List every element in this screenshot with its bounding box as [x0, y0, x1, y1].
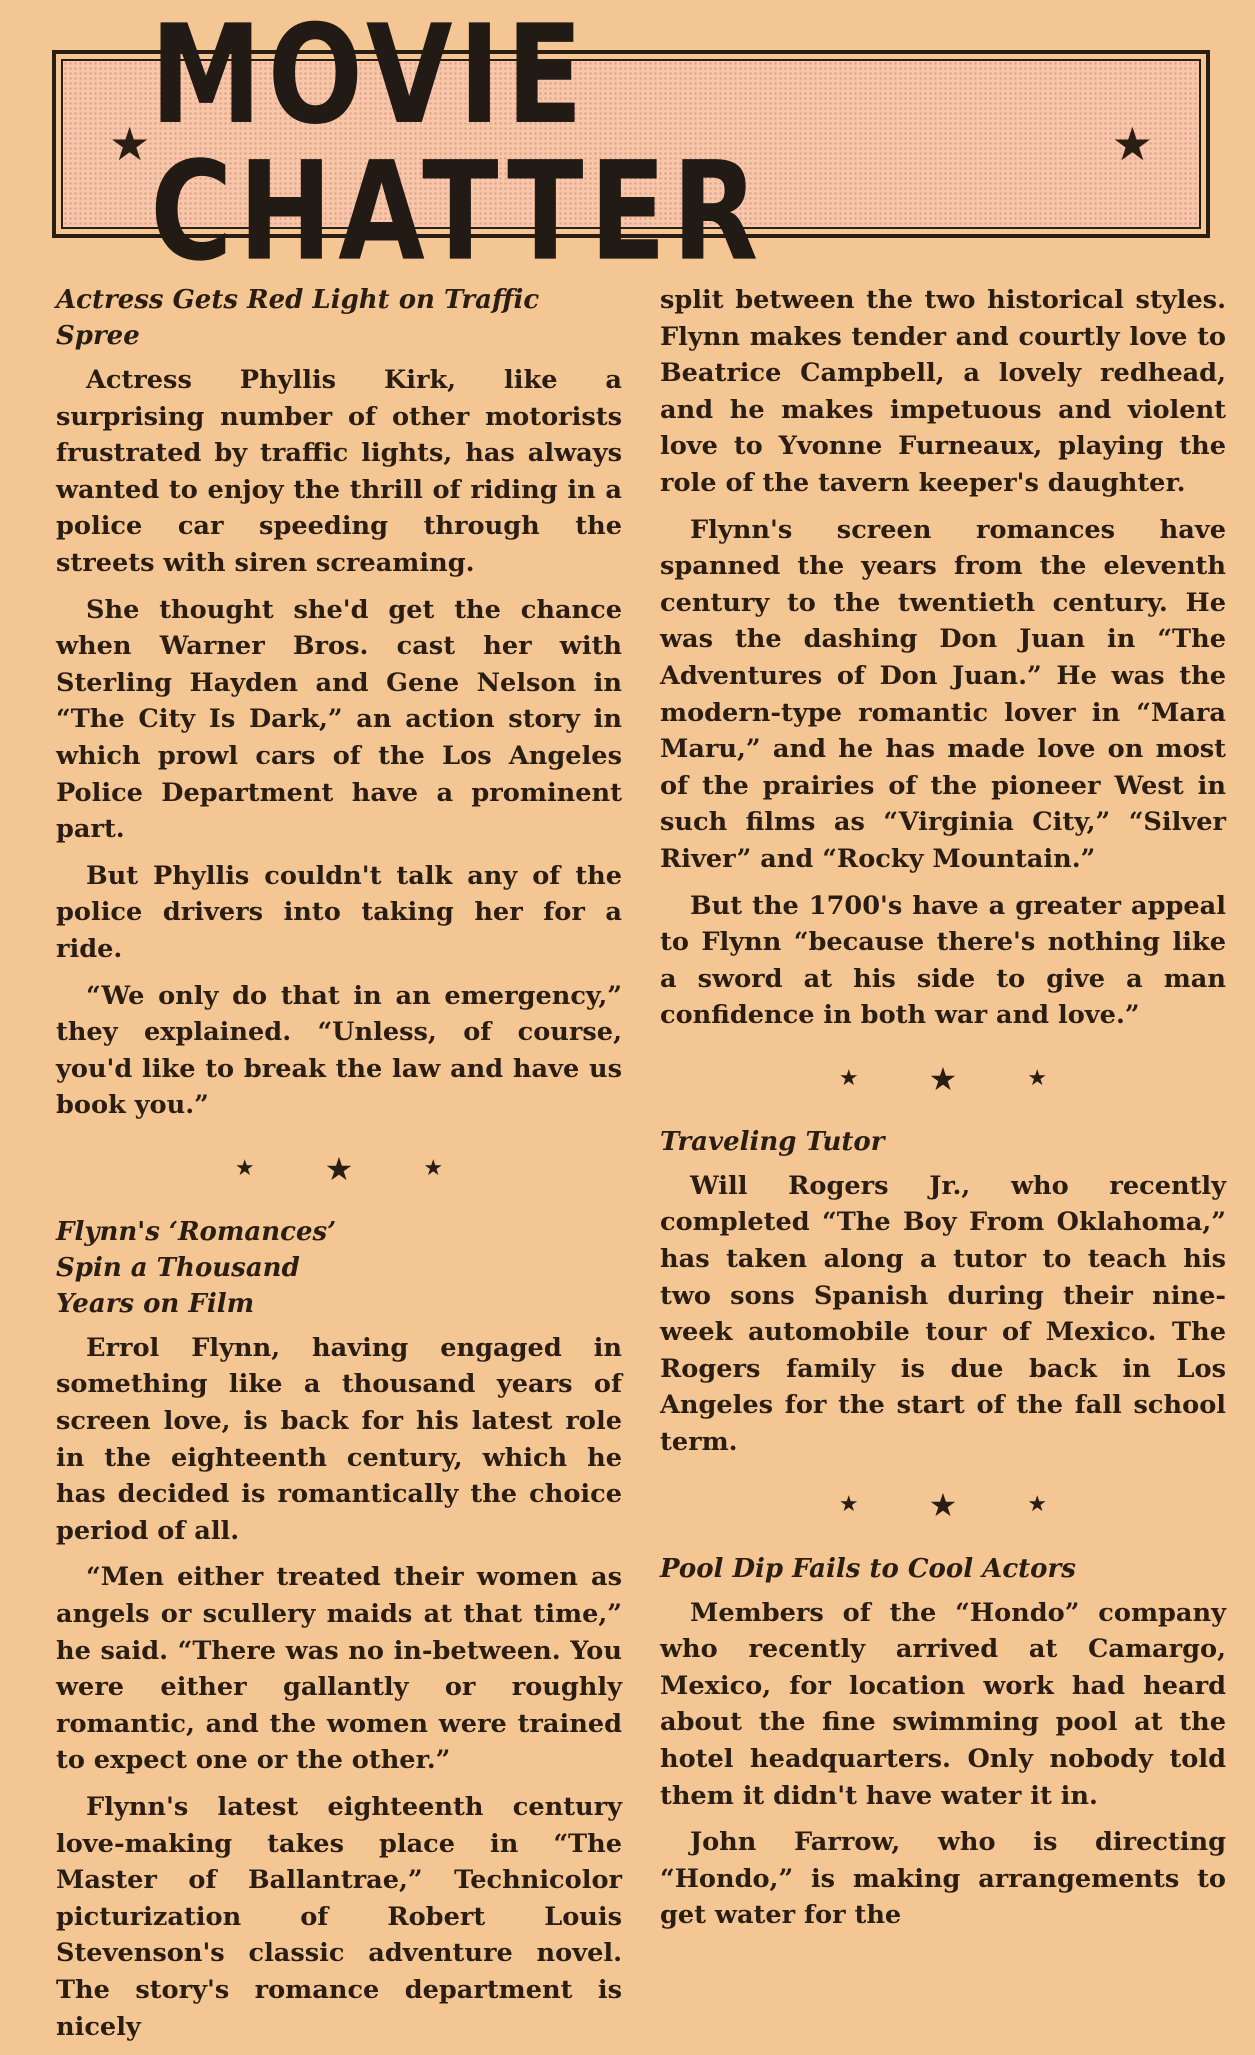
- article-headline: Actress Gets Red Light on Traffic Spree: [56, 285, 540, 351]
- article-paragraph: “We only do that in an emergency,” they explained. “Unless, of course, you'd like to break the law and have us book you.”: [56, 980, 622, 1121]
- star-icon: ★: [1027, 1065, 1048, 1091]
- article-paragraph: Actress Phyllis Kirk, like a surprising number of other motorists frustrated by traffic lights, has always wanted to enjoy the thrill of riding in a police car speeding through the streets with siren screaming.: [56, 365, 622, 578]
- star-divider: [660, 1471, 1226, 1541]
- star-icon: ★: [838, 1065, 859, 1091]
- star-icon: ★: [838, 1492, 859, 1518]
- article-paragraph: John Farrow, who is directing “Hondo,” is making arrangements to get water for the: [660, 1827, 1226, 1931]
- article-paragraph: “Men either treated their women as angels or scullery maids at that time,” he said. “There was no in-between. You were either gallantly or roughly romantic, and the women were trained to expect one or the other.”: [56, 1562, 622, 1776]
- page-title: MOVIE CHATTER: [150, 0, 765, 292]
- star-icon: ★: [234, 1155, 255, 1181]
- article-paragraph: Flynn's latest eighteenth century love-making takes place in “The Master of Ballantrae,” Technicolor picturization of Robert Louis Stevenson's classic adventure novel. The story's romance department is nicely: [56, 1792, 622, 2042]
- article-paragraph: Errol Flynn, having engaged in something like a thousand years of screen love, is back for his latest role in the eighteenth century, which he has decided is romantically the choice period of all.: [56, 1332, 622, 1546]
- star-icon: ★: [1027, 1492, 1048, 1518]
- left-column: [56, 282, 622, 2055]
- article-headline: Flynn's ‘Romances’ Spin a Thousand Years on Film: [56, 1216, 337, 1319]
- article-paragraph: Members of the “Hondo” company who recently arrived at Camargo, Mexico, for location work had heard about the fine swimming pool at the hotel headquarters. Only nobody told them it didn't have water it in.: [660, 1597, 1226, 1811]
- star-icon: ★: [109, 117, 151, 171]
- star-icon: ★: [324, 1149, 354, 1188]
- right-column: [660, 282, 1226, 1944]
- article-paragraph: But Phyllis couldn't talk any of the police drivers into taking her for a ride.: [56, 860, 622, 964]
- article-paragraph: But the 1700's have a greater appeal to Flynn “because there's nothing like a sword at his side to give a man confidence in both war and love.”: [660, 890, 1226, 1031]
- star-icon: ★: [928, 1486, 958, 1525]
- star-icon: ★: [1111, 117, 1153, 171]
- article-paragraph: She thought she'd get the chance when Warner Bros. cast her with Sterling Hayden and Gene Nelson in “The City Is Dark,” an action story in which prowl cars of the Los Angeles Police Department have a prominent part.: [56, 594, 622, 845]
- header-banner: [52, 0, 1210, 292]
- article-headline: Traveling Tutor: [660, 1126, 885, 1157]
- article-paragraph: split between the two historical styles. Flynn makes tender and courtly love to Beatrice Campbell, a lovely redhead, and he makes impetuous and violent love to Yvonne Furneaux, playing the role of the tavern keeper's daughter.: [660, 285, 1226, 498]
- article-paragraph: Flynn's screen romances have spanned the years from the eleventh century to the twentieth century. He was the dashing Don Juan in “The Adventures of Don Juan.” He was the modern-type romantic lover in “Mara Maru,” and he has made love on most of the prairies of the pioneer West in such films as “Virginia City,” “Silver River” and “Rocky Mountain.”: [660, 514, 1226, 874]
- star-icon: ★: [423, 1155, 444, 1181]
- star-icon: ★: [928, 1059, 958, 1098]
- header-banner-inner: [61, 0, 1201, 292]
- star-divider: [56, 1134, 622, 1204]
- star-divider: [660, 1044, 1226, 1114]
- article-headline: Pool Dip Fails to Cool Actors: [660, 1553, 1076, 1584]
- article-paragraph: Will Rogers Jr., who recently completed “The Boy From Oklahoma,” has taken along a tutor to teach his two sons Spanish during their nine-week automobile tour of Mexico. The Rogers family is due back in Los Angeles for the start of the fall school term.: [660, 1170, 1226, 1458]
